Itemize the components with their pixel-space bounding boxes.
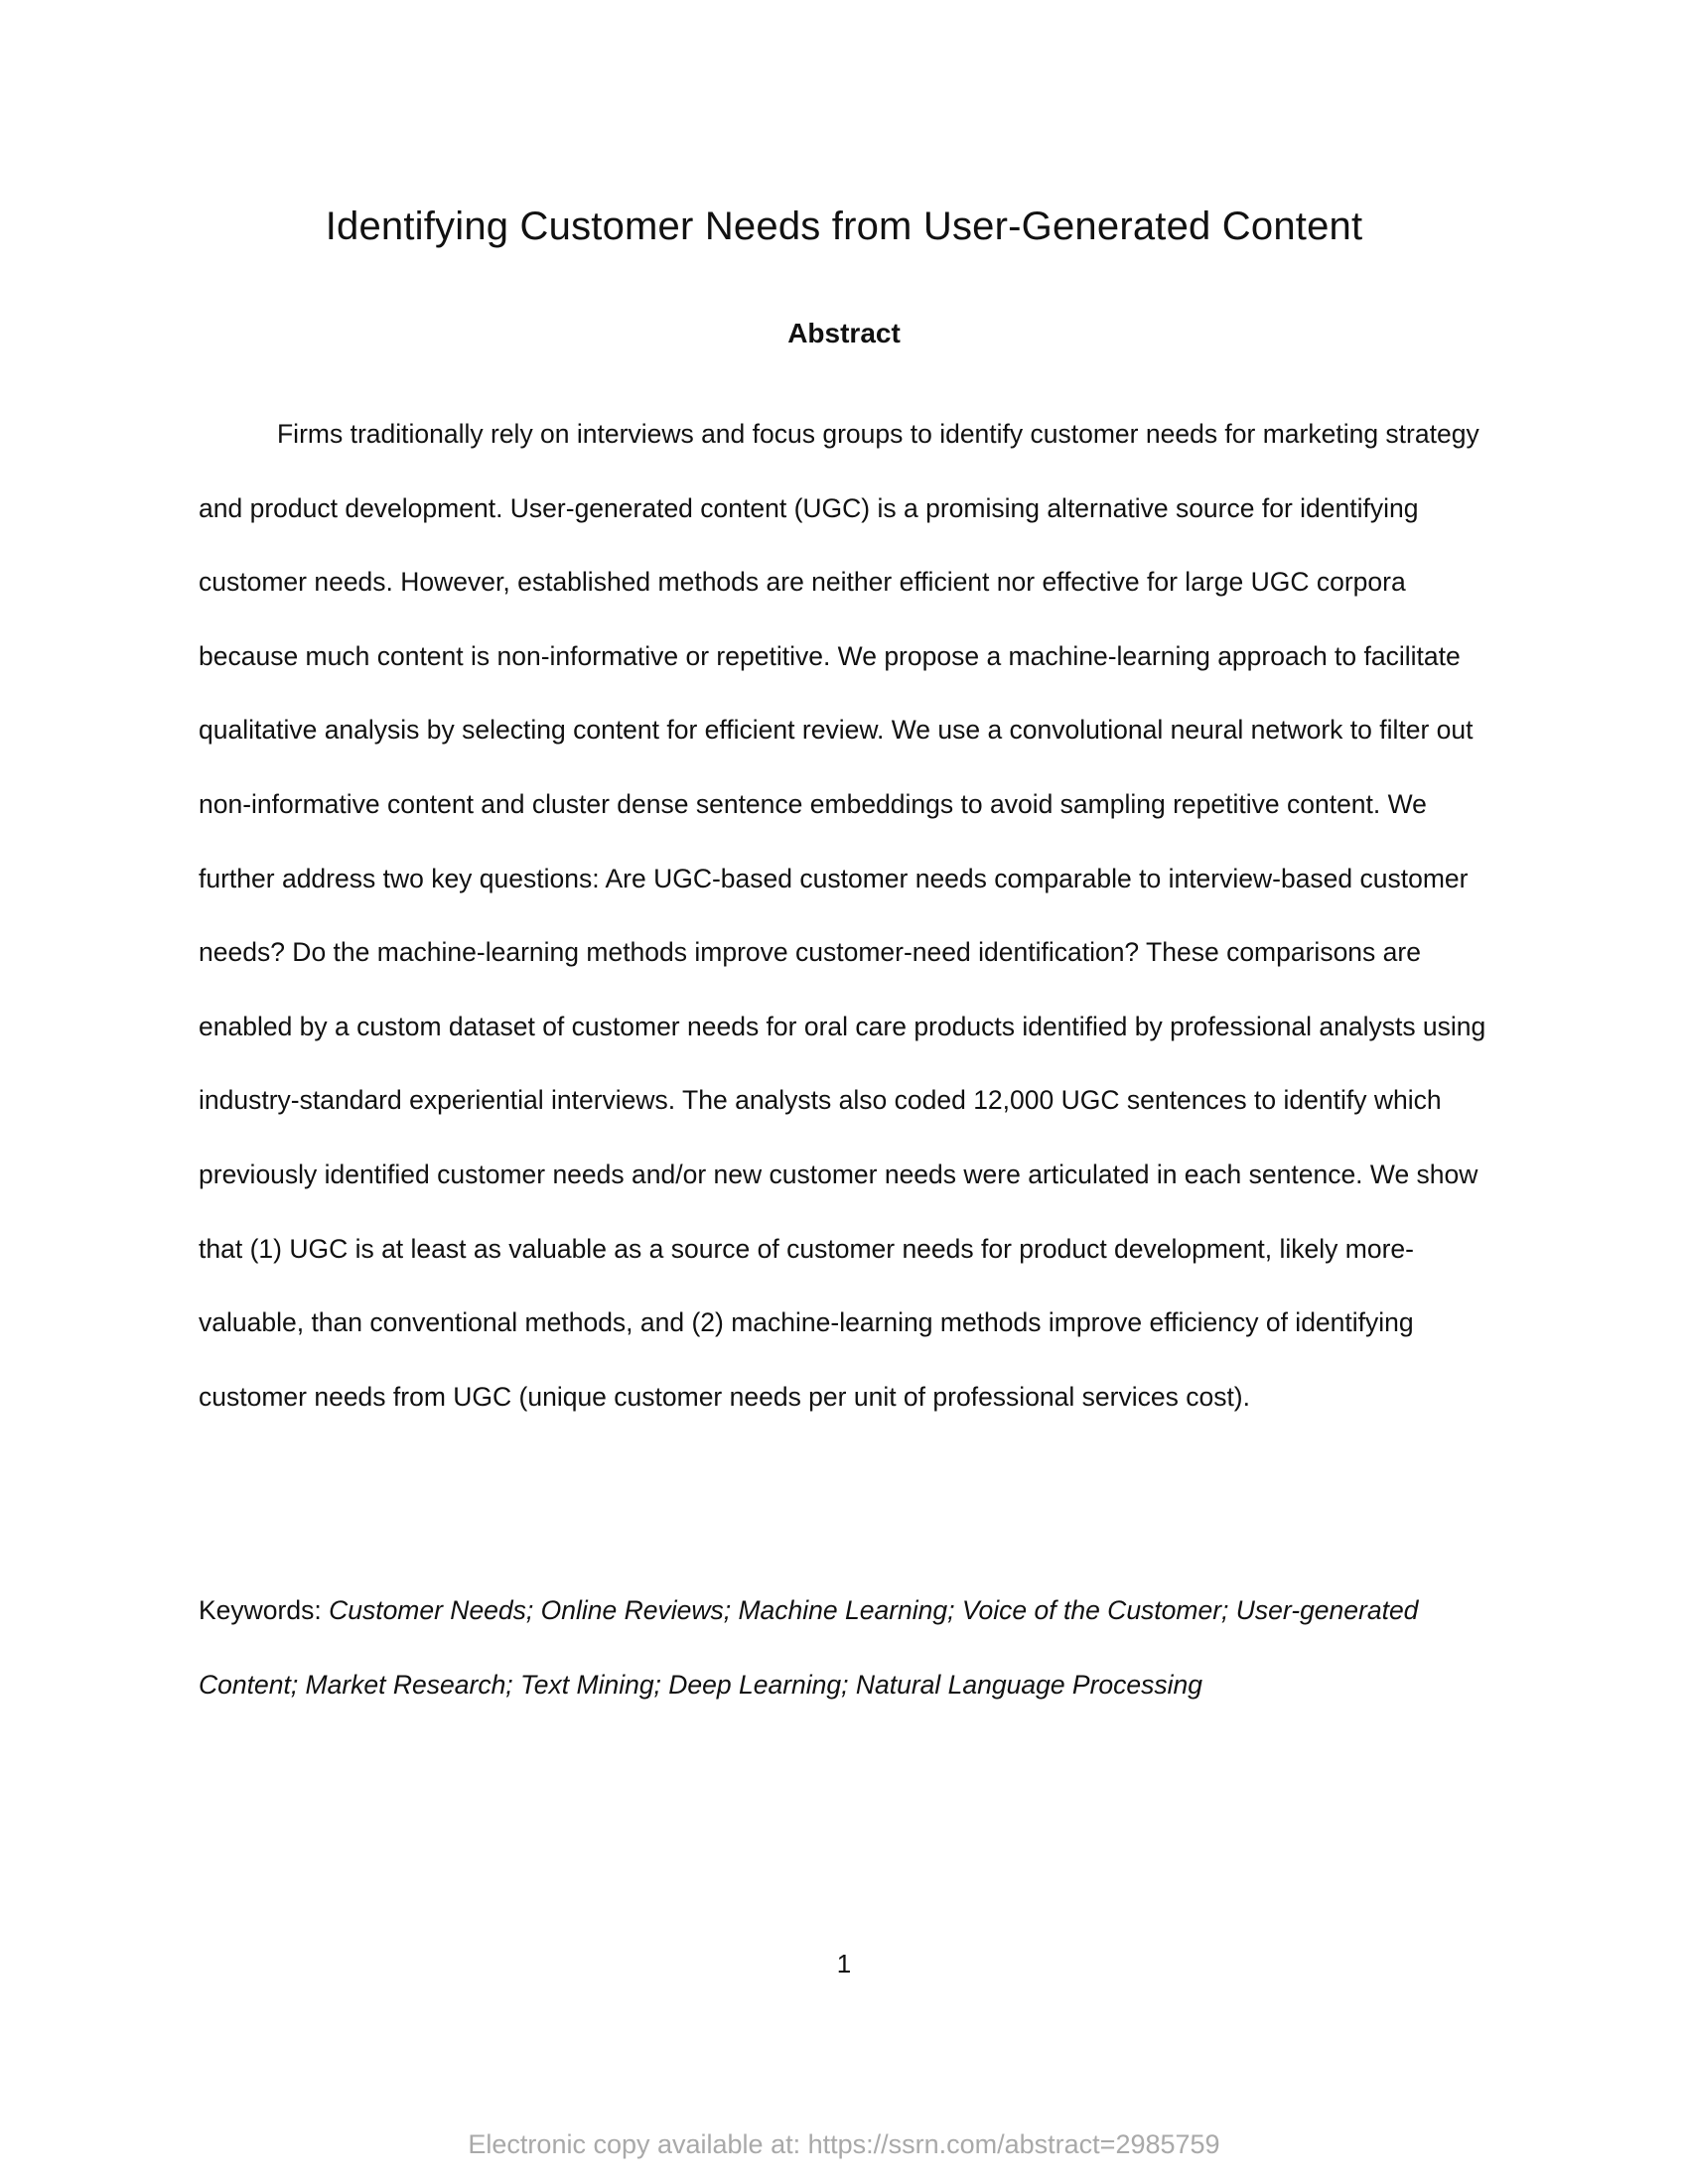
abstract-heading: Abstract	[787, 318, 901, 348]
keywords-line	[199, 1573, 1491, 1721]
abstract-text: Firms traditionally rely on interviews and focus groups to identify customer needs for marketing strategy and product development. User-generated content (UGC) is a promising alternative source for identifying customer needs. However, established methods are neither efficient nor effective for large UGC corpora because much content is non-informative or repetitive. We propose a machine-learning approach to facilitate qualitative analysis by selecting content for efficient review. We use a convolutional neural network to filter out non-informative content and cluster dense sentence embeddings to avoid sampling repetitive content. We further address two key questions: Are UGC-based customer needs comparable to interview-based customer needs? Do the machine-learning methods improve customer-need identification? These comparisons are enabled by a custom dataset of customer needs for oral care products identified by professional analysts using industry-standard experiential interviews. The analysts also coded 12,000 UGC sentences to identify which previously identified customer needs and/or new customer needs were articulated in each sentence. We show that (1) UGC is at least as valuable as a source of customer needs for product development, likely more-valuable, than conventional methods, and (2) machine-learning methods improve efficiency of identifying customer needs from UGC (unique customer needs per unit of professional services cost).	[199, 419, 1486, 1412]
paper-title: Identifying Customer Needs from User-Generated Content	[325, 205, 1363, 248]
keywords-list: Customer Needs; Online Reviews; Machine Learning; Voice of the Customer; User-generated Content; Market Research; Text Mining; Deep Learning; Natural Language Processing	[199, 1595, 1419, 1700]
keywords-label: Keywords:	[199, 1595, 330, 1625]
ssrn-footer-notice: Electronic copy available at: https://ssrn.com/abstract=2985759	[468, 2129, 1220, 2159]
page-number: 1	[836, 1949, 852, 1979]
